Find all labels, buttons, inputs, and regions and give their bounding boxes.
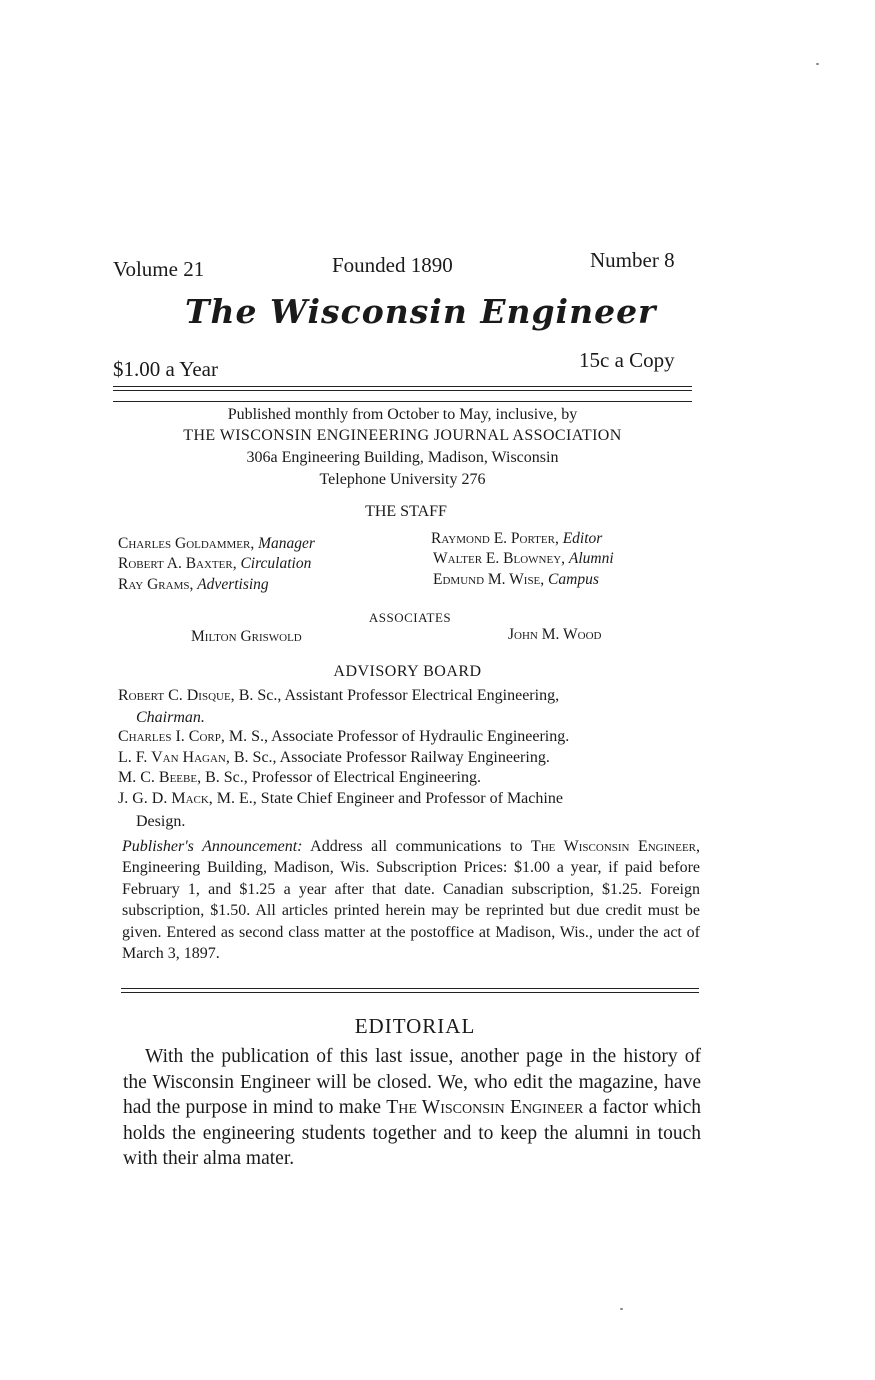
staff-role: Circulation [240, 555, 312, 572]
masthead-rule-bottom [113, 401, 692, 402]
staff-member [118, 576, 269, 594]
staff-member [433, 550, 614, 568]
staff-member [433, 571, 599, 589]
journal-title: The Wisconsin Engineer [185, 292, 657, 331]
announcement-label: Publisher's Announcement: [122, 838, 303, 855]
board-member-title: M. S., Associate Professor of Hydraulic Engineering. [224, 728, 570, 745]
associates-heading: ASSOCIATES [368, 610, 452, 625]
announcement-text-b: , Engineering Building, Madison, Wis. Subscription Prices: $1.00 a year, if paid before February 1, and $1.25 a year after that date. Canadian subscription, $1.25. Foreign subscription, $1.50. All articles printed herein may be reprinted but due credit must be given. Entered as second class matter at the postoffice at Madison, Wis., under the act of March 3, 1897. [122, 838, 701, 963]
editorial-body [123, 1044, 701, 1172]
staff-role: Manager [258, 535, 315, 552]
publication-line-4: Telephone University 276 [319, 471, 486, 488]
price-per-copy: 15c a Copy [579, 348, 675, 372]
board-member-title: B. Sc., Assistant Professor Electrical Engineering, [234, 687, 560, 704]
staff-name: Ray Grams, [118, 576, 194, 593]
staff-heading: THE STAFF [365, 503, 447, 520]
scan-speck [620, 1308, 623, 1310]
board-member-continuation: Chairman. [136, 709, 205, 726]
publication-line-2: THE WISCONSIN ENGINEERING JOURNAL ASSOCIATION [183, 427, 622, 444]
advisory-board-heading: ADVISORY BOARD [333, 663, 482, 680]
masthead-rule-top [113, 386, 692, 387]
staff-role: Advertising [197, 576, 269, 593]
board-member-name: Charles I. Corp, [118, 728, 225, 745]
board-member-name: M. C. Beebe, [118, 769, 202, 786]
staff-name: Raymond E. Porter, [431, 530, 559, 547]
staff-member [118, 555, 311, 573]
publisher-announcement [122, 836, 700, 964]
associate-name: Milton Griswold [191, 628, 302, 645]
staff-name: Edmund M. Wise, [433, 571, 545, 588]
scan-speck [816, 63, 819, 65]
volume-label: Volume 21 [113, 257, 205, 281]
board-member-continuation: Design. [136, 813, 186, 830]
board-member-name: L. F. Van Hagan, [118, 749, 230, 766]
announcement-text-a: Address all communications to [302, 838, 531, 855]
board-member-name: Robert C. Disque, [118, 687, 235, 704]
board-member [118, 728, 569, 746]
staff-name: Charles Goldammer, [118, 535, 255, 552]
board-member-title: M. E., State Chief Engineer and Professor of Machine [212, 790, 563, 807]
staff-role: Alumni [568, 550, 614, 567]
staff-name: Walter E. Blowney, [433, 550, 566, 567]
price-per-year: $1.00 a Year [113, 357, 218, 381]
staff-role: Campus [548, 571, 599, 588]
number-label: Number 8 [590, 248, 675, 272]
staff-role: Editor [562, 530, 603, 547]
announcement-rule-bottom [121, 992, 699, 993]
board-member [118, 687, 559, 705]
board-member [118, 790, 563, 808]
board-member [118, 769, 481, 787]
publication-line-1: Published monthly from October to May, inclusive, by [227, 406, 578, 423]
associate-name: John M. Wood [508, 626, 602, 643]
publication-line-3: 306a Engineering Building, Madison, Wisconsin [246, 449, 559, 466]
board-member-title: B. Sc., Associate Professor Railway Engineering. [229, 749, 550, 766]
editorial-text-b: a factor which holds the engineering students together and to keep the alumni in touch with their alma mater. [123, 1097, 701, 1169]
board-member-name: J. G. D. Mack, [118, 790, 213, 807]
founded-label: Founded 1890 [332, 253, 453, 277]
editorial-journal-name: The Wisconsin Engineer [386, 1097, 584, 1118]
staff-name: Robert A. Baxter, [118, 555, 237, 572]
staff-member [118, 535, 315, 553]
staff-member [431, 530, 602, 548]
editorial-heading: EDITORIAL [354, 1014, 476, 1038]
board-member [118, 749, 550, 767]
announcement-rule-top [121, 988, 699, 989]
editorial-text-a: With the publication of this last issue, another page in the history of the Wisconsin Engineer will be closed. We, who edit the magazine, have had the purpose in mind to make [123, 1046, 701, 1118]
board-member-title: B. Sc., Professor of Electrical Engineering. [201, 769, 481, 786]
masthead-rule-mid [113, 390, 692, 391]
announcement-journal-name: The Wisconsin Engineer [530, 838, 697, 855]
